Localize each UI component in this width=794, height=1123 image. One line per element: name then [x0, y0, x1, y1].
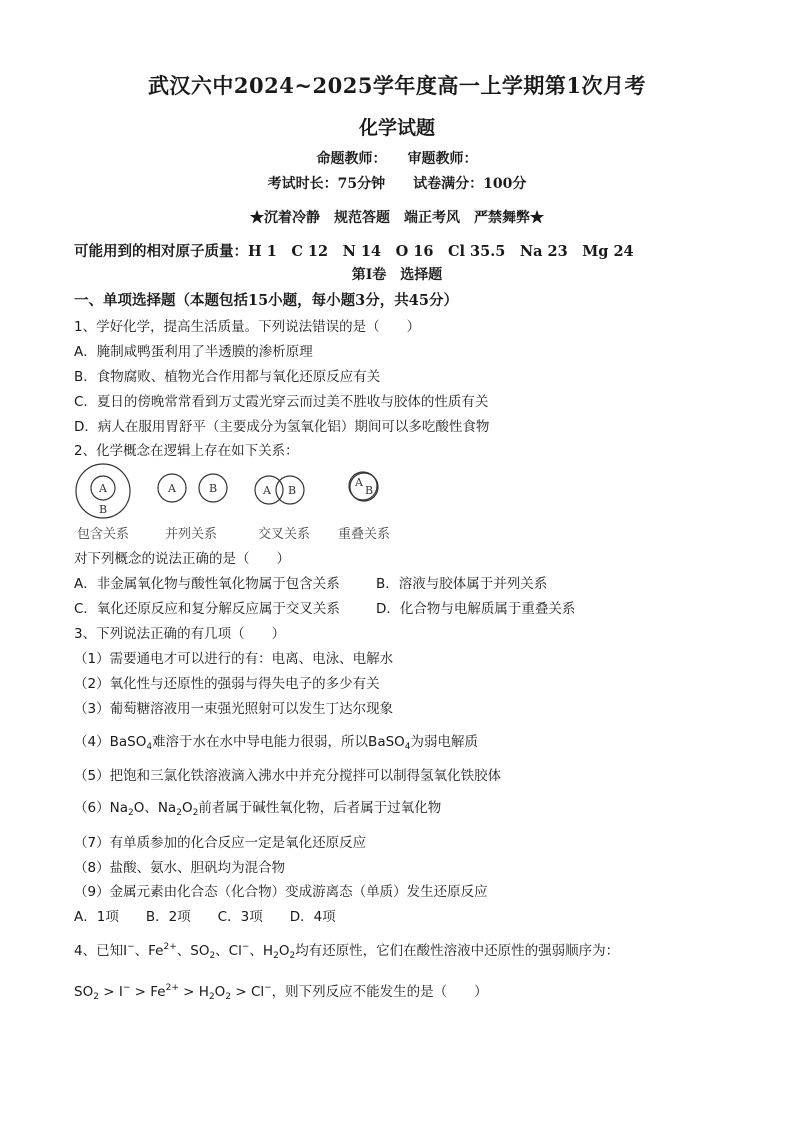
- question-2-option-a: A．非金属氧化物与酸性氧化物属于包含关系: [74, 576, 340, 592]
- s6-text-2: O、Na: [133, 800, 177, 816]
- containment-letter-a: A: [99, 482, 107, 495]
- question-3-statement-5: （5）把饱和三氯化铁溶液滴入沸水中并充分搅拌可以制得氢氧化铁胶体: [74, 768, 502, 784]
- question-3-statement-1: （1）需要通电才可以进行的有：电离、电泳、电解水: [74, 651, 394, 667]
- question-4-stem-line-1: [74, 939, 619, 961]
- question-1-option-a: A．腌制咸鸭蛋利用了半透膜的渗析原理: [74, 344, 313, 360]
- s6-subscript-3: 2: [192, 808, 199, 818]
- section-heading: 一、单项选择题（本题包括15小题，每小题3分，共45分）: [74, 292, 458, 309]
- question-3-statement-9: （9）金属元素由化合态（化合物）变成游离态（单质）发生还原反应: [74, 884, 488, 900]
- question-3-statement-6: [74, 796, 441, 818]
- q4-l2-text-7: ，则下列反应不能发生的是（ ）: [271, 984, 488, 1000]
- question-3-statement-7: （7）有单质参加的化合反应一定是氧化还原反应: [74, 835, 367, 851]
- diagram-label-parallel: 并列关系: [165, 527, 218, 542]
- s6-text-4: 前者属于碱性氧化物，后者属于过氧化物: [198, 800, 442, 816]
- question-1-option-d: D．病人在服用胃舒平（主要成分为氢氧化铝）期间可以多吃酸性食物: [74, 419, 490, 435]
- q4-l1-text-4: 、Cl: [215, 943, 242, 959]
- q4-l2-text-5: O: [214, 984, 226, 1000]
- q4-l2-sub-3: 2: [225, 992, 232, 1002]
- logic-relations-diagram: [66, 462, 406, 544]
- question-3-statement-4: [74, 730, 478, 752]
- exam-title: 武汉六中2024~2025学年度高一上学期第1次月考: [147, 73, 647, 98]
- diagram-label-containment: 包含关系: [77, 527, 130, 542]
- q4-l2-sup-1: −: [122, 983, 131, 993]
- s6-subscript-1: 2: [127, 808, 134, 818]
- q4-l1-sub-3: 2: [289, 951, 296, 961]
- s4-subscript-2: 4: [404, 742, 411, 752]
- overlap-letter-b: B: [365, 484, 374, 497]
- s4-text-2: 难溶于水在水中导电能力很弱，所以BaSO: [152, 734, 405, 750]
- q4-l1-sup-1: −: [127, 942, 135, 952]
- s4-text-3: 为弱电解质: [410, 734, 479, 750]
- q4-l1-text-7: 均有还原性，它们在酸性溶液中还原性的强弱顺序为：: [295, 943, 620, 959]
- q4-l2-text-1: SO: [74, 984, 94, 1000]
- q4-l2-text-4: > H: [178, 984, 209, 1000]
- q4-l2-text-2: > I: [98, 984, 123, 1000]
- question-3-stem: 3、下列说法正确的有几项（ ）: [74, 626, 286, 642]
- question-2-stem: 2、化学概念在逻辑上存在如下关系：: [74, 443, 299, 459]
- s6-text-1: （6）Na: [74, 800, 128, 816]
- s6-subscript-2: 2: [176, 808, 182, 818]
- exam-subtitle: 化学试题: [358, 117, 435, 139]
- q4-l1-text-5: 、H: [249, 943, 274, 959]
- q4-l1-sub-1: 2: [209, 951, 216, 961]
- volume-heading: 第Ⅰ卷 选择题: [351, 267, 443, 283]
- question-2-option-b: B．溶液与胶体属于并列关系: [376, 576, 548, 592]
- containment-letter-b: B: [99, 503, 108, 516]
- q4-l1-sub-2: 2: [273, 951, 279, 961]
- question-3-options: A．1项 B．2项 C．3项 D．4项: [74, 909, 336, 925]
- q4-l1-text-2: 、Fe: [134, 943, 164, 959]
- question-3-statement-3: （3）葡萄糖溶液用一束强光照射可以发生丁达尔现象: [74, 701, 394, 717]
- teachers-line: 命题教师： 审题教师：: [316, 151, 478, 167]
- atomic-masses: 可能用到的相对原子质量：H 1 C 12 N 14 O 16 Cl 35.5 Na 23 Mg 24: [74, 243, 634, 260]
- exam-info-line: 考试时长：75分钟 试卷满分：100分: [267, 176, 527, 192]
- diagram-label-intersection: 交叉关系: [258, 527, 311, 542]
- question-4-stem-line-2: [74, 980, 488, 1002]
- q4-l2-text-6: > Cl: [231, 984, 265, 1000]
- q4-l1-sup-3: −: [241, 942, 250, 952]
- s4-text-1: （4）BaSO: [74, 734, 147, 750]
- question-2-option-d: D．化合物与电解质属于重叠关系: [376, 601, 576, 617]
- q4-l1-text-6: O: [278, 943, 290, 959]
- question-1-option-c: C．夏日的傍晚常常看到万丈霞光穿云而过美不胜收与胶体的性质有关: [74, 394, 489, 410]
- parallel-letter-b: B: [209, 482, 218, 495]
- question-1-option-b: B．食物腐败、植物光合作用都与氧化还原反应有关: [74, 369, 381, 385]
- q4-l2-sub-1: 2: [93, 992, 99, 1002]
- intersection-letter-b: B: [288, 484, 297, 497]
- overlap-letter-a: A: [355, 476, 363, 489]
- q4-l1-sup-2: 2+: [163, 942, 177, 952]
- q4-l2-sup-2: 2+: [165, 983, 179, 993]
- intersection-letter-a: A: [263, 484, 271, 497]
- question-2-option-c: C．氧化还原反应和复分解反应属于交叉关系: [74, 601, 340, 617]
- s4-subscript-1: 4: [146, 742, 153, 752]
- q4-l2-text-3: > Fe: [130, 984, 166, 1000]
- q4-l1-text-3: 、SO: [176, 943, 210, 959]
- exam-slogan: ★沉着冷静 规范答题 端正考风 严禁舞弊★: [250, 210, 544, 226]
- q4-l2-sup-3: −: [264, 983, 272, 993]
- question-2-prompt: 对下列概念的说法正确的是（ ）: [74, 551, 290, 567]
- question-3-statement-2: （2）氧化性与还原性的强弱与得失电子的多少有关: [74, 676, 380, 692]
- q4-l1-text-1: 4、已知I: [74, 943, 128, 959]
- parallel-letter-a: A: [168, 482, 176, 495]
- question-3-statement-8: （8）盐酸、氨水、胆矾均为混合物: [74, 860, 286, 876]
- s6-text-3: O: [181, 800, 193, 816]
- diagram-label-overlap: 重叠关系: [338, 527, 391, 542]
- q4-l2-sub-2: 2: [208, 992, 215, 1002]
- question-1-stem: 1、学好化学，提高生活质量。下列说法错误的是（ ）: [74, 319, 421, 335]
